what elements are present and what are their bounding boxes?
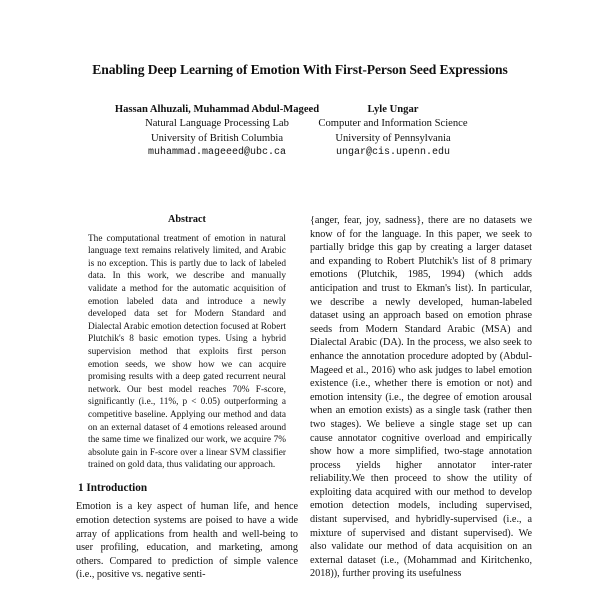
right-column [310,214,532,581]
author-name: Lyle Ungar [367,104,419,115]
author-email: ungar@cis.upenn.edu [335,147,451,159]
paper-title: Enabling Deep Learning of Emotion With First-Person Seed Expressions [92,62,508,77]
author-name: Hassan Alhuzali, Muhammad Abdul-Mageed [114,104,320,115]
author-affiliation: Natural Language Processing Lab [145,118,289,130]
section-heading-introduction: 1 Introduction [78,481,148,494]
author-email: muhammad.mageeed@ubc.ca [147,147,287,159]
author-affiliation: University of British Columbia [150,132,284,144]
right-column-paragraph: {anger, fear, joy, sadness}, there are no datasets we know of for the language. In this paper, we seek to partially bridge this gap by creating a larger dataset and expanding to Robert Plutchik's list of 8 primary emotions (Plutchik, 1985, 1994) (which adds anticipation and trust to Ekman's list). In particular, we describe a newly developed, human-labeled dataset using an approach based on emotion phrase seeds from Modern Standard Arabic (MSA) and Dialectal Arabic (DA). In the process, we also seek to enhance the annotation procedure adopted by (Abdul-Mageed et al., 2016) who ask judges to label emotion existence (i.e., whether there is emotion or not) and emotion intensity (i.e., the degree of emotion arousal when an emotion exists) as a single task (rather then two stages). We believe a single stage set up can cause annotator cognitive overload and empirically show how a more simplified, two-stage annotation process yields higher annotator inter-rater reliability.We then proceed to show the utility of exploiting data acquired with our method to develop emotion detection models, including supervised, distant supervised, and hybridly-supervised (i.e., a mixture of supervised and distant supervised). We also validate our method of data acquisition on an external dataset (i.e., (Mohammad and Kiritchenko, 2018)), further proving its usefulness [310,215,532,580]
introduction-body [76,500,298,582]
abstract-paragraph: The computational treatment of emotion in natural language text remains relatively limited, and Arabic is no exception. This is partly due to lack of labeled data. In this work, we describe and manually validate a method for the automatic acquisition of emotion labeled data and introduce a newly developed data set for Modern Standard and Dialectal Arabic emotion detection focused at Robert Plutchik's 8 basic emotion types. Using a hybrid supervision method that exploits first person emotion seeds, we show how we can acquire promising results with a deep gated recurrent neural network. Our best model reaches 70% F-score, significantly (i.e., 11%, p < 0.05) outperforming a competitive baseline. Applying our method and data on an external dataset of 4 emotions released around the same time we finalized our work, we acquire 7% absolute gain in F-score over a linear SVM classifier trained on gold data, thus validating our approach. [88,233,286,471]
abstract-body [88,233,286,472]
author-affiliation: University of Pennsylvania [335,132,451,144]
introduction-paragraph: Emotion is a key aspect of human life, and hence emotion detection systems are poised to have a wide array of applications from health and well-being to user profiling, education, and marketing, among others. Compared to prediction of simple valence (i.e., positive vs. negative senti- [76,501,298,581]
author-affiliation: Computer and Information Science [318,118,468,130]
abstract-heading: Abstract [168,214,206,225]
left-column [76,214,298,582]
author-block-2 [300,103,486,161]
